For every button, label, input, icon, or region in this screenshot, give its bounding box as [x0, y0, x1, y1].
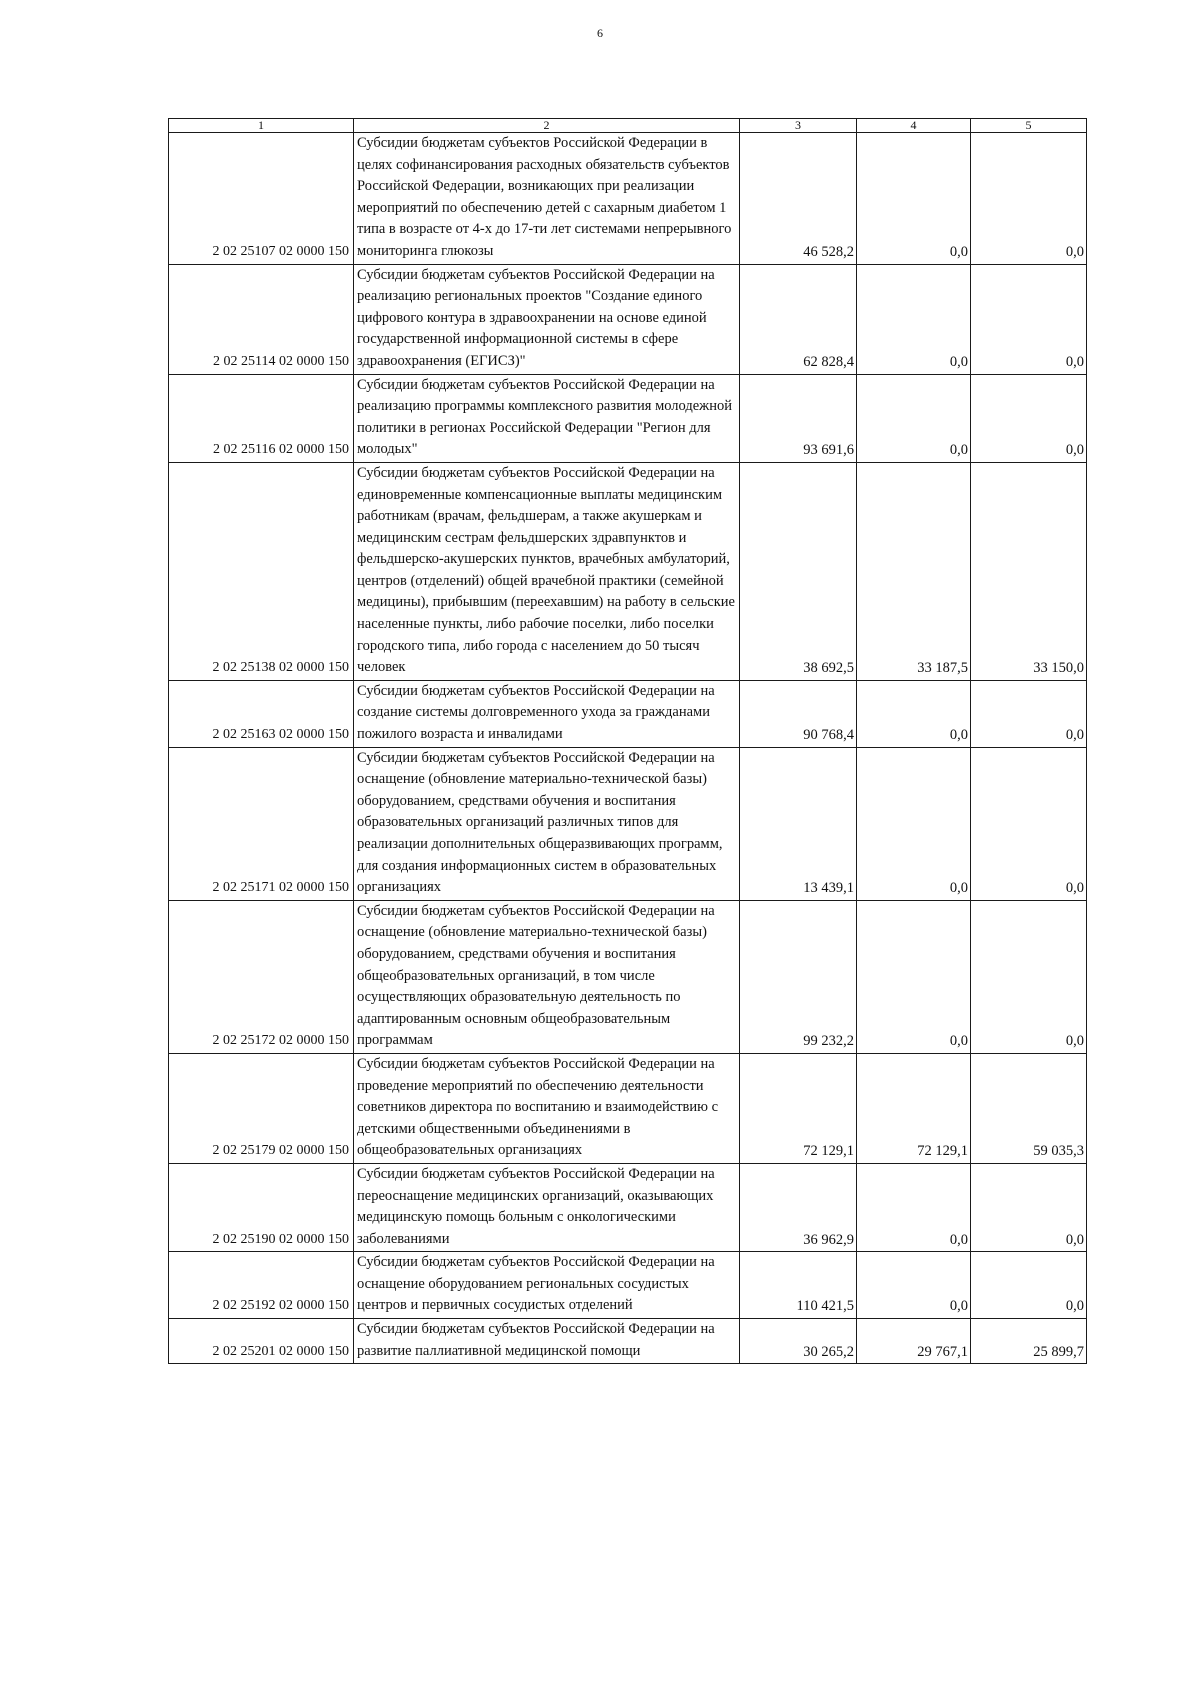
table-row: [169, 264, 1087, 374]
table-row: [169, 900, 1087, 1053]
amount-column-4: 29 767,1: [857, 1319, 971, 1364]
amount-column-3: 36 962,9: [740, 1163, 857, 1251]
table-row: [169, 1252, 1087, 1319]
table-row: [169, 680, 1087, 747]
amount-column-3: 110 421,5: [740, 1252, 857, 1319]
budget-code: 2 02 25114 02 0000 150: [169, 264, 354, 374]
amount-column-5: 0,0: [971, 1252, 1087, 1319]
amount-column-3: 90 768,4: [740, 680, 857, 747]
income-name: Субсидии бюджетам субъектов Российской Федерации на реализацию программы комплексного развития молодежной политики в регионах Российской Федерации "Регион для молодых": [354, 374, 740, 462]
income-name: Субсидии бюджетам субъектов Российской Федерации на оснащение (обновление материально-технической базы) оборудованием, средствами обучения и воспитания общеобразовательных организаций, в том числе осуществляющих образовательную деятельность по адаптированным основным общеобразовательным программам: [354, 900, 740, 1053]
amount-column-5: 0,0: [971, 133, 1087, 265]
budget-code: 2 02 25138 02 0000 150: [169, 462, 354, 680]
amount-column-3: 30 265,2: [740, 1319, 857, 1364]
table-row: [169, 747, 1087, 900]
column-number-header-row: [169, 119, 1087, 133]
income-name: Субсидии бюджетам субъектов Российской Федерации в целях софинансирования расходных обязательств субъектов Российской Федерации, возникающих при реализации мероприятий по обеспечению детей с сахарным диабетом 1 типа в возрасте от 4-х до 17-ти лет системами непрерывного мониторинга глюкозы: [354, 133, 740, 265]
amount-column-5: 0,0: [971, 264, 1087, 374]
budget-code: 2 02 25192 02 0000 150: [169, 1252, 354, 1319]
budget-revenue-table: [168, 118, 1087, 1364]
income-name: Субсидии бюджетам субъектов Российской Федерации на реализацию региональных проектов "Создание единого цифрового контура в здравоохранении на основе единой государственной информационной системы в сфере здравоохранения (ЕГИСЗ)": [354, 264, 740, 374]
budget-code: 2 02 25107 02 0000 150: [169, 133, 354, 265]
column-header-1: 1: [169, 119, 354, 133]
amount-column-4: 72 129,1: [857, 1053, 971, 1163]
amount-column-4: 0,0: [857, 374, 971, 462]
amount-column-4: 0,0: [857, 264, 971, 374]
amount-column-4: 0,0: [857, 680, 971, 747]
table-row: [169, 1163, 1087, 1251]
budget-code: 2 02 25163 02 0000 150: [169, 680, 354, 747]
page-number: 6: [597, 26, 603, 40]
budget-code: 2 02 25201 02 0000 150: [169, 1319, 354, 1364]
income-name: Субсидии бюджетам субъектов Российской Федерации на оснащение оборудованием региональных сосудистых центров и первичных сосудистых отделений: [354, 1252, 740, 1319]
column-header-4: 4: [857, 119, 971, 133]
budget-code: 2 02 25171 02 0000 150: [169, 747, 354, 900]
table-row: [169, 1319, 1087, 1364]
amount-column-3: 13 439,1: [740, 747, 857, 900]
amount-column-4: 0,0: [857, 133, 971, 265]
amount-column-4: 0,0: [857, 1163, 971, 1251]
amount-column-5: 0,0: [971, 374, 1087, 462]
amount-column-5: 33 150,0: [971, 462, 1087, 680]
income-name: Субсидии бюджетам субъектов Российской Федерации на оснащение (обновление материально-технической базы) оборудованием, средствами обучения и воспитания образовательных организаций различных типов для реализации дополнительных общеразвивающих программ, для создания информационных систем в образовательных организациях: [354, 747, 740, 900]
amount-column-3: 72 129,1: [740, 1053, 857, 1163]
income-name: Субсидии бюджетам субъектов Российской Федерации на проведение мероприятий по обеспечению деятельности советников директора по воспитанию и взаимодействию с детскими общественными объединениями в общеобразовательных организациях: [354, 1053, 740, 1163]
table-row: [169, 374, 1087, 462]
budget-code: 2 02 25179 02 0000 150: [169, 1053, 354, 1163]
budget-code: 2 02 25116 02 0000 150: [169, 374, 354, 462]
column-header-2: 2: [354, 119, 740, 133]
amount-column-5: 0,0: [971, 747, 1087, 900]
budget-code: 2 02 25172 02 0000 150: [169, 900, 354, 1053]
amount-column-3: 38 692,5: [740, 462, 857, 680]
table-row: [169, 462, 1087, 680]
table-row: [169, 133, 1087, 265]
column-header-5: 5: [971, 119, 1087, 133]
budget-code: 2 02 25190 02 0000 150: [169, 1163, 354, 1251]
income-name: Субсидии бюджетам субъектов Российской Федерации на единовременные компенсационные выплаты медицинским работникам (врачам, фельдшерам, а также акушеркам и медицинским сестрам фельдшерских здравпунктов и фельдшерско-акушерских пунктов, врачебных амбулаторий, центров (отделений) общей врачебной практики (семейной медицины), прибывшим (переехавшим) на работу в сельские населенные пункты, либо рабочие поселки, либо поселки городского типа, либо города с населением до 50 тысяч человек: [354, 462, 740, 680]
income-name: Субсидии бюджетам субъектов Российской Федерации на развитие паллиативной медицинской помощи: [354, 1319, 740, 1364]
amount-column-5: 0,0: [971, 680, 1087, 747]
amount-column-4: 0,0: [857, 1252, 971, 1319]
amount-column-4: 0,0: [857, 747, 971, 900]
income-name: Субсидии бюджетам субъектов Российской Федерации на создание системы долговременного ухода за гражданами пожилого возраста и инвалидами: [354, 680, 740, 747]
amount-column-3: 62 828,4: [740, 264, 857, 374]
amount-column-5: 25 899,7: [971, 1319, 1087, 1364]
column-header-3: 3: [740, 119, 857, 133]
income-name: Субсидии бюджетам субъектов Российской Федерации на переоснащение медицинских организаций, оказывающих медицинскую помощь больным с онкологическими заболеваниями: [354, 1163, 740, 1251]
amount-column-5: 0,0: [971, 1163, 1087, 1251]
amount-column-5: 0,0: [971, 900, 1087, 1053]
table-row: [169, 1053, 1087, 1163]
amount-column-4: 33 187,5: [857, 462, 971, 680]
amount-column-3: 93 691,6: [740, 374, 857, 462]
amount-column-3: 46 528,2: [740, 133, 857, 265]
amount-column-3: 99 232,2: [740, 900, 857, 1053]
amount-column-5: 59 035,3: [971, 1053, 1087, 1163]
amount-column-4: 0,0: [857, 900, 971, 1053]
